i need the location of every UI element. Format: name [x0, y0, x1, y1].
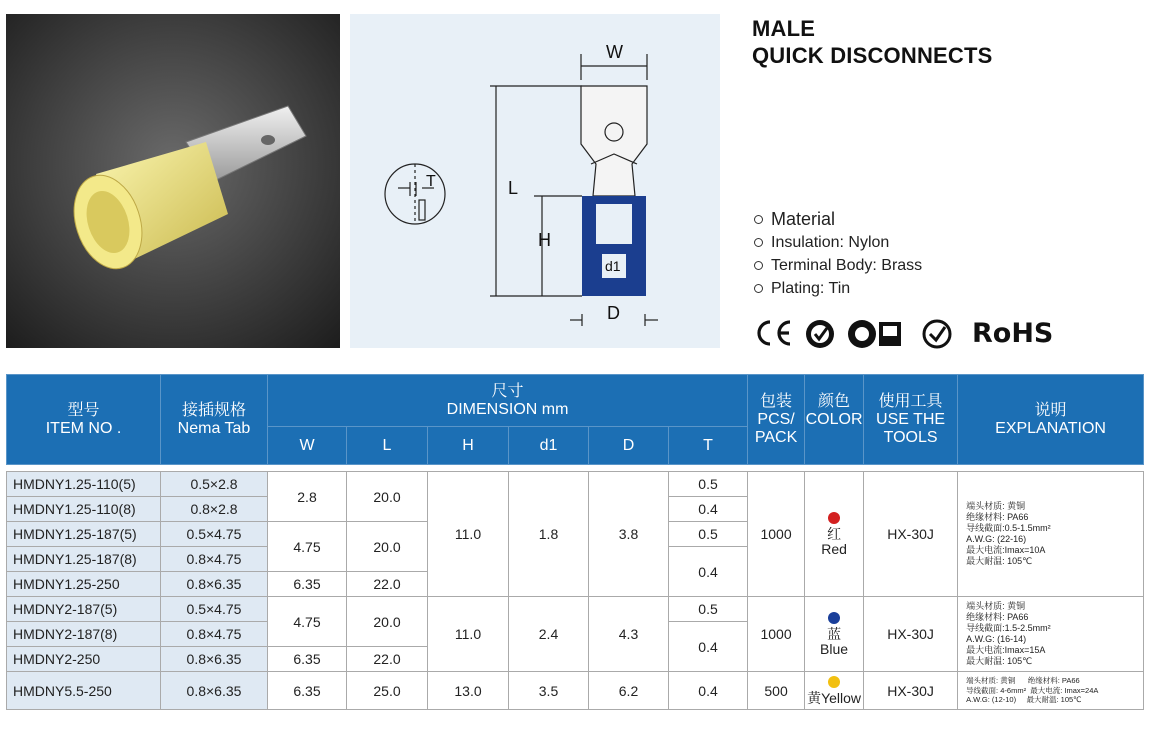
header-explanation: 说明 EXPLANATION [958, 375, 1144, 465]
t-cell: 0.4 [669, 547, 748, 597]
t-cell: 0.4 [669, 672, 748, 710]
material-item: Insulation: Nylon [754, 231, 922, 254]
header-tools: 使用工具 USE THE TOOLS [864, 375, 958, 465]
header-pack: 包装 PCS/ PACK [748, 375, 805, 465]
color-cell: 黄Yellow [805, 672, 864, 710]
item-no-cell: HMDNY2-187(8) [7, 622, 161, 647]
material-list [754, 208, 922, 300]
h-cell: 13.0 [428, 672, 509, 710]
color-cell: 蓝 Blue [805, 597, 864, 672]
w-cell: 4.75 [268, 522, 347, 572]
header-dimension: 尺寸 DIMENSION mm [268, 375, 748, 427]
w-cell: 6.35 [268, 572, 347, 597]
explanation-cell: 端头材质: 黄铜 绝缘材料: PA66 导线截面:0.5-1.5mm² A.W.G: (22-16) 最大电流:Imax=10A 最大耐温: 105℃ [958, 472, 1144, 597]
header-t: T [669, 427, 748, 465]
l-cell: 20.0 [347, 597, 428, 647]
d-cell: 4.3 [589, 597, 669, 672]
w-cell: 6.35 [268, 672, 347, 710]
l-cell: 22.0 [347, 647, 428, 672]
l-cell: 20.0 [347, 522, 428, 572]
header-d: D [589, 427, 669, 465]
material-item: Terminal Body: Brass [754, 254, 922, 277]
ccc-cert-icon [848, 320, 901, 348]
item-no-cell: HMDNY2-187(5) [7, 597, 161, 622]
t-cell: 0.4 [669, 497, 748, 522]
yellow-color-swatch [828, 676, 840, 688]
diagram-label-d1: d1 [605, 258, 621, 274]
h-cell: 11.0 [428, 597, 509, 672]
material-item: Plating: Tin [754, 277, 922, 300]
sgs-cert-icon [924, 321, 950, 347]
d-cell: 3.8 [589, 472, 669, 597]
table-row [7, 472, 1144, 497]
table-row [7, 672, 1144, 710]
l-cell: 25.0 [347, 672, 428, 710]
nema-tab-cell: 0.8×6.35 [161, 572, 268, 597]
nema-tab-cell: 0.8×4.75 [161, 547, 268, 572]
bullet-icon [754, 215, 763, 224]
tools-cell: HX-30J [864, 597, 958, 672]
diagram-label-t: T [426, 173, 436, 190]
bullet-icon [754, 284, 763, 293]
product-heading-line2: QUICK DISCONNECTS [752, 43, 993, 68]
header-w: W [268, 427, 347, 465]
item-no-cell: HMDNY5.5-250 [7, 672, 161, 710]
bullet-icon [754, 238, 763, 247]
quality-cert-icon [806, 320, 834, 348]
item-no-cell: HMDNY2-250 [7, 647, 161, 672]
header-d1: d1 [509, 427, 589, 465]
bullet-icon [754, 261, 763, 270]
header-nema-tab: 接插规格 Nema Tab [161, 375, 268, 465]
table-row [7, 597, 1144, 622]
tools-cell: HX-30J [864, 472, 958, 597]
pack-cell: 1000 [748, 472, 805, 597]
h-cell: 11.0 [428, 472, 509, 597]
pack-cell: 1000 [748, 597, 805, 672]
header-h: H [428, 427, 509, 465]
nema-tab-cell: 0.8×4.75 [161, 622, 268, 647]
item-no-cell: HMDNY1.25-110(8) [7, 497, 161, 522]
d1-cell: 3.5 [509, 672, 589, 710]
pack-cell: 500 [748, 672, 805, 710]
rohs-mark: RoHS [972, 318, 1054, 349]
product-photo [6, 14, 340, 348]
nema-tab-cell: 0.8×6.35 [161, 672, 268, 710]
red-color-swatch [828, 512, 840, 524]
nema-tab-cell: 0.5×4.75 [161, 522, 268, 547]
l-cell: 20.0 [347, 472, 428, 522]
nema-tab-cell: 0.5×4.75 [161, 597, 268, 622]
tools-cell: HX-30J [864, 672, 958, 710]
t-cell: 0.5 [669, 472, 748, 497]
diagram-label-d: D [607, 303, 620, 323]
diagram-label-w: W [606, 42, 623, 62]
blue-color-swatch [828, 612, 840, 624]
nema-tab-cell: 0.8×2.8 [161, 497, 268, 522]
header-item-no: 型号 ITEM NO . [7, 375, 161, 465]
explanation-cell: 端头材质: 黄铜 绝缘材料: PA66 导线截面:1.5-2.5mm² A.W.G: (16-14) 最大电流:Imax=15A 最大耐温: 105℃ [958, 597, 1144, 672]
d-cell: 6.2 [589, 672, 669, 710]
diagram-label-h: H [538, 230, 551, 250]
item-no-cell: HMDNY1.25-187(5) [7, 522, 161, 547]
t-cell: 0.5 [669, 522, 748, 547]
nema-tab-cell: 0.8×6.35 [161, 647, 268, 672]
color-cell: 红 Red [805, 472, 864, 597]
d1-cell: 2.4 [509, 597, 589, 672]
diagram-label-l: L [508, 178, 519, 198]
explanation-cell: 端头材质: 黄铜 绝缘材料: PA66 导线截面: 4-6mm² 最大电流: Imax=24A A.W.G: (12-10) 最大耐温: 105℃ [958, 672, 1144, 710]
ce-mark-icon [759, 322, 790, 344]
w-cell: 2.8 [268, 472, 347, 522]
w-cell: 6.35 [268, 647, 347, 672]
t-cell: 0.5 [669, 597, 748, 622]
t-cell: 0.4 [669, 622, 748, 672]
product-heading-line1: MALE [752, 16, 816, 41]
header-l: L [347, 427, 428, 465]
item-no-cell: HMDNY1.25-110(5) [7, 472, 161, 497]
item-no-cell: HMDNY1.25-250 [7, 572, 161, 597]
nema-tab-cell: 0.5×2.8 [161, 472, 268, 497]
header-color: 颜色 COLOR [805, 375, 864, 465]
w-cell: 4.75 [268, 597, 347, 647]
item-no-cell: HMDNY1.25-187(8) [7, 547, 161, 572]
l-cell: 22.0 [347, 572, 428, 597]
spec-table [6, 374, 1144, 710]
certification-marks [752, 316, 1072, 352]
material-item: Material [754, 208, 922, 231]
d1-cell: 1.8 [509, 472, 589, 597]
dimension-diagram [350, 14, 720, 348]
